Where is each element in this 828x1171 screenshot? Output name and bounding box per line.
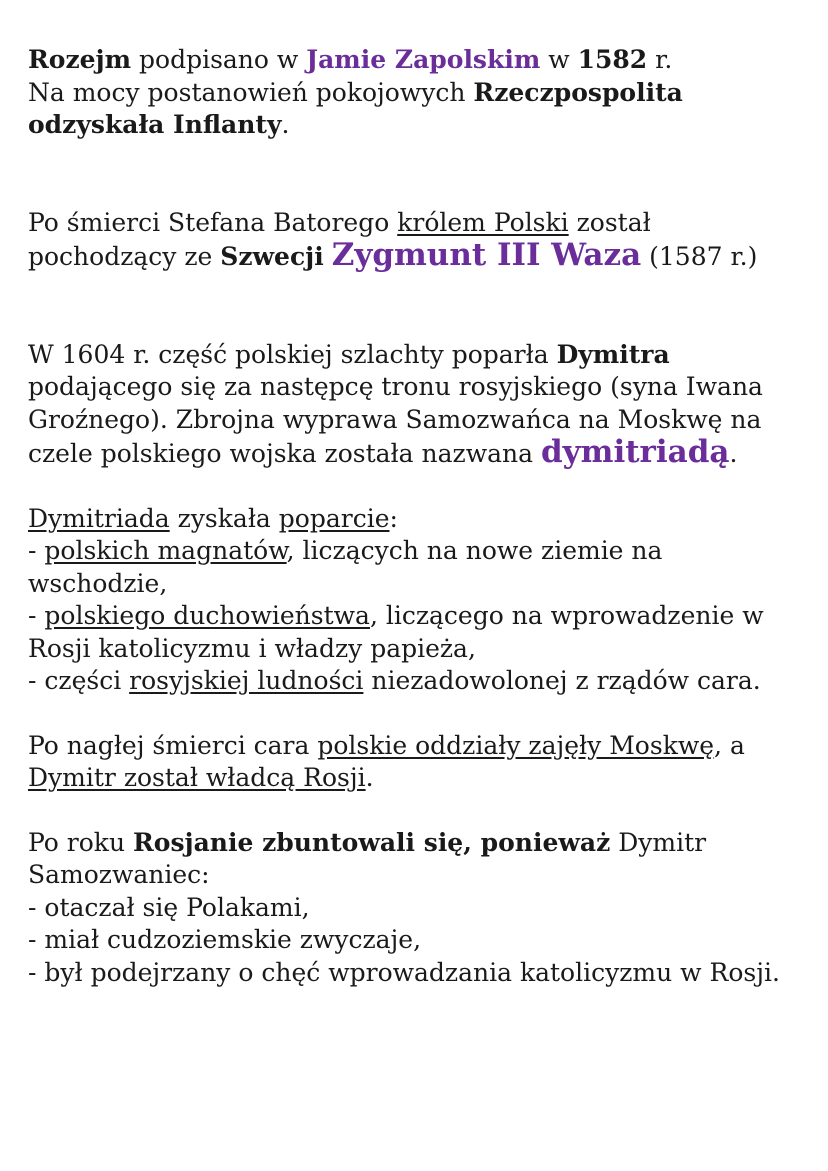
name-sigismund: Zygmunt III Waza: [331, 237, 642, 273]
text: Na mocy postanowień pokojowych: [28, 77, 474, 107]
paragraph-sigismund: [28, 207, 798, 274]
list-item-dash: -: [28, 601, 45, 630]
list-item: - miał cudzoziemskie zwyczaje,: [28, 925, 422, 954]
underlined-dymitriada: Dymitriada: [28, 503, 170, 533]
paragraph-moscow: [28, 730, 798, 795]
text: .: [365, 763, 374, 792]
underlined-population: rosyjskiej ludności: [129, 666, 364, 695]
name-dymitr: Dymitra: [556, 339, 670, 369]
text: Po śmierci Stefana Batorego: [28, 207, 398, 237]
text: .: [281, 110, 290, 139]
paragraph-dymitr: [28, 339, 798, 471]
text: [324, 242, 332, 271]
term-rebellion: Rosjanie zbuntowali się, ponieważ: [133, 827, 611, 857]
list-item-dash: -: [28, 536, 45, 565]
text: W 1604 r. część polskiej szlachty poparła: [28, 339, 557, 369]
underlined-ruler: Dymitr został władcą Rosji: [28, 763, 366, 792]
term-sweden: Szwecji: [220, 242, 324, 271]
underlined-clergy: polskiego duchowieństwa: [44, 601, 370, 630]
list-item: - otaczał się Polakami,: [28, 892, 310, 922]
list-item-text: , liczących na nowe ziemie na wschodzie,: [28, 536, 663, 598]
text: .: [729, 439, 738, 468]
text: r.: [647, 45, 673, 74]
underlined-support: poparcie: [278, 503, 390, 533]
list-item: - był podejrzany o chęć wprowadzania katolicyzmu w Rosji.: [28, 957, 780, 987]
paragraph-truce: [28, 44, 798, 142]
list-item-text: - części: [28, 666, 130, 695]
text: w: [540, 45, 578, 74]
underlined-king: królem Polski: [397, 207, 569, 237]
text: Dymitr Samozwaniec:: [28, 827, 707, 889]
text: został pochodzący ze: [28, 207, 651, 271]
list-item-text: niezadowolonej z rządów cara.: [363, 666, 761, 695]
list-item-text: , liczącego na wprowadzenie w Rosji katolicyzmu i władzy papieża,: [28, 601, 764, 663]
year-1582: 1582: [577, 45, 648, 74]
paragraph-support: [28, 503, 798, 698]
term-truce: Rozejm: [28, 45, 132, 74]
text: podającego się za następcę tronu rosyjskiego (syna Iwana Groźnego). Zbrojna wyprawa Samozwańca na Moskwę na czele polskiego wojska została nazwana: [28, 372, 763, 468]
paragraph-rebellion: [28, 827, 798, 990]
text: podpisano w: [131, 45, 307, 74]
term-livonia: Rzeczpospolita odzyskała Inflanty: [28, 77, 683, 139]
underlined-moscow: polskie oddziały zajęły Moskwę: [317, 730, 715, 760]
text: , a: [714, 730, 745, 760]
text: Po roku: [28, 827, 134, 857]
text: zyskała: [169, 503, 279, 533]
underlined-magnates: polskich magnatów: [44, 536, 287, 565]
text: :: [389, 503, 398, 533]
document-page: [28, 44, 798, 989]
place-jam-zapolski: Jamie Zapolskim: [306, 45, 541, 74]
text: (1587 r.): [641, 242, 758, 271]
text: Po nagłej śmierci cara: [28, 730, 318, 760]
term-dymitriada: dymitriadą: [540, 434, 730, 470]
